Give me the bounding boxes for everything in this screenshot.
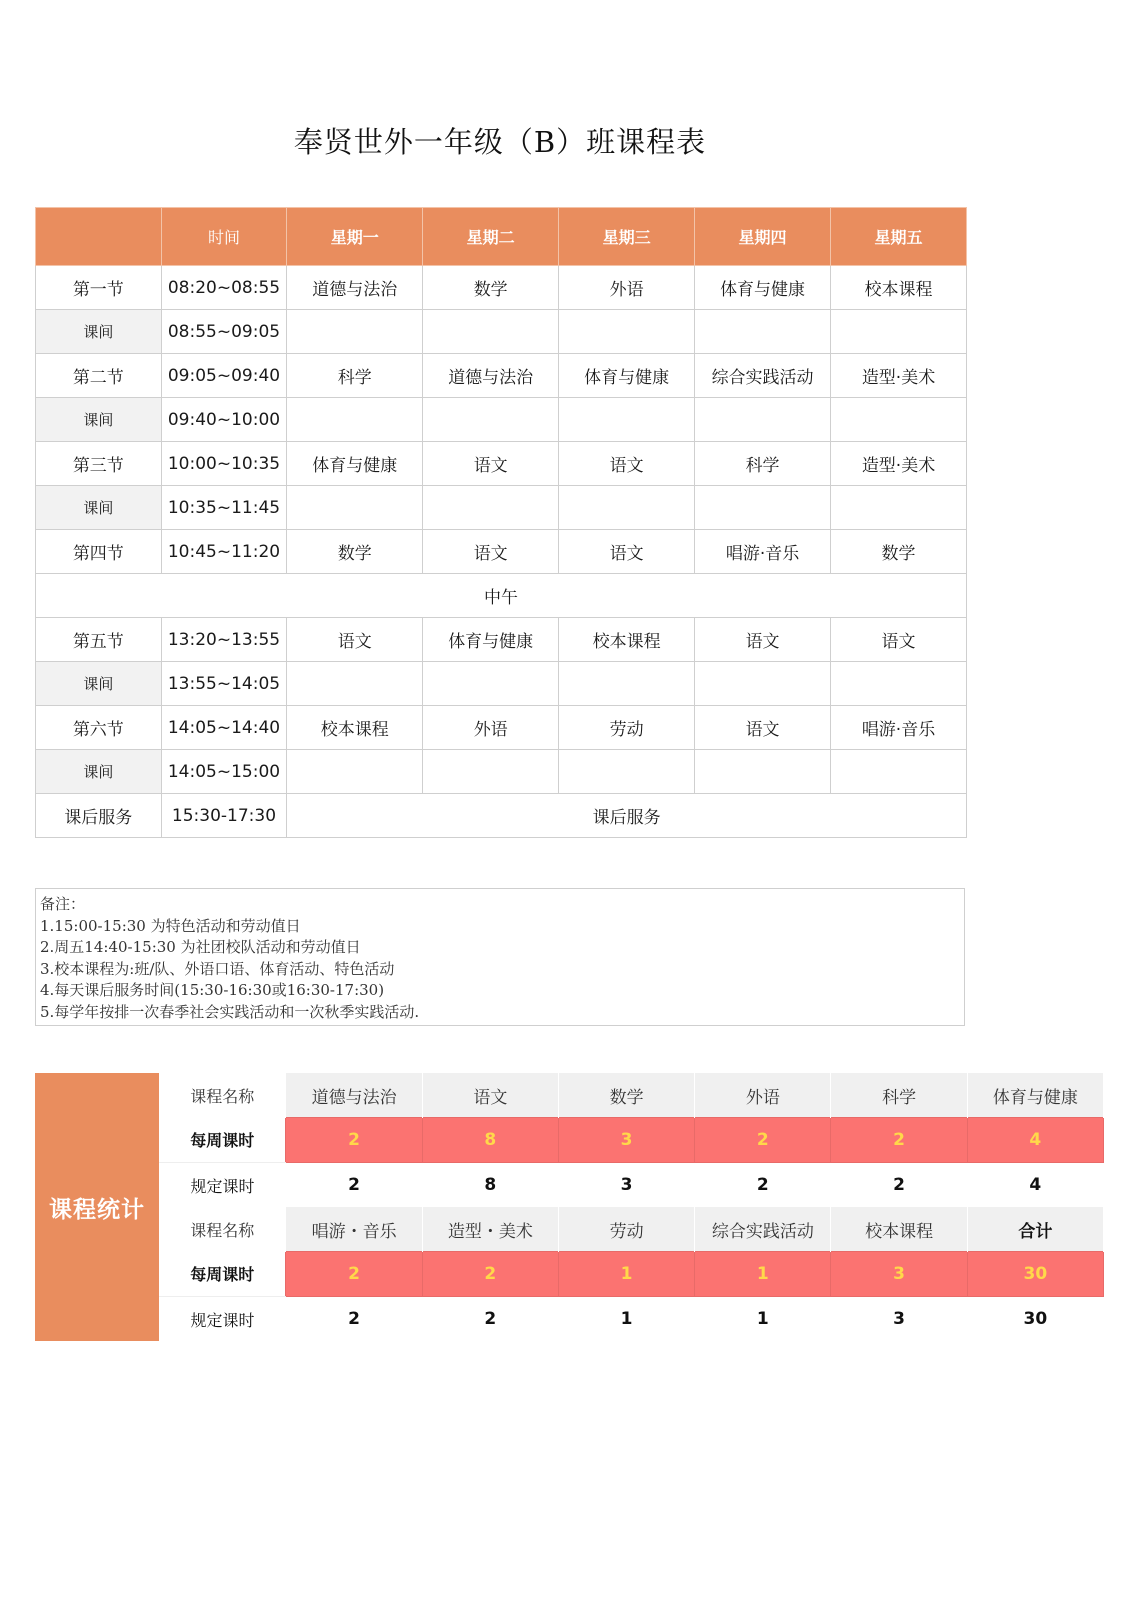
break-label: 课间 [36, 486, 162, 530]
header-thursday: 星期四 [695, 208, 831, 266]
stats-cell: 劳动 [558, 1207, 694, 1252]
subject-cell: 外语 [423, 706, 559, 750]
schedule-row-period [36, 354, 967, 398]
stats-row-label: 每周课时 [159, 1118, 286, 1163]
subject-cell [831, 486, 967, 530]
header-tuesday: 星期二 [423, 208, 559, 266]
stats-row-label: 规定课时 [159, 1297, 286, 1342]
time-cell: 08:55~09:05 [161, 310, 287, 354]
subject-cell: 语文 [831, 618, 967, 662]
stats-cell: 4 [967, 1163, 1103, 1208]
stats-cell: 2 [286, 1297, 422, 1342]
subject-cell [695, 750, 831, 794]
stats-cell: 科学 [831, 1073, 967, 1118]
stats-cell: 造型・美术 [422, 1207, 558, 1252]
time-cell: 15:30-17:30 [161, 794, 287, 838]
time-cell: 10:45~11:20 [161, 530, 287, 574]
schedule-row-period [36, 442, 967, 486]
stats-row-required [159, 1163, 1104, 1208]
stats-cell: 2 [286, 1252, 422, 1297]
page-title: 奉贤世外一年级（B）班课程表 [293, 125, 707, 159]
schedule-row-break [36, 310, 967, 354]
subject-cell: 道德与法治 [287, 266, 423, 310]
stats-table [159, 1073, 1104, 1341]
stats-cell: 综合实践活动 [695, 1207, 831, 1252]
period-label: 第四节 [36, 530, 162, 574]
stats-row-names [159, 1073, 1104, 1118]
stats-cell: 2 [286, 1163, 422, 1208]
stats-cell: 1 [558, 1252, 694, 1297]
schedule-header-row [36, 208, 967, 266]
subject-cell [559, 310, 695, 354]
period-label: 第五节 [36, 618, 162, 662]
header-wednesday: 星期三 [559, 208, 695, 266]
subject-cell: 语文 [559, 442, 695, 486]
stats-cell: 3 [558, 1163, 694, 1208]
stats-row-label: 课程名称 [159, 1207, 286, 1252]
subject-cell: 科学 [695, 442, 831, 486]
subject-cell: 唱游·音乐 [831, 706, 967, 750]
schedule-row-break [36, 486, 967, 530]
stats-cell: 1 [558, 1297, 694, 1342]
stats-cell: 30 [967, 1297, 1103, 1342]
subject-cell: 数学 [831, 530, 967, 574]
subject-cell: 造型·美术 [831, 442, 967, 486]
period-label: 第二节 [36, 354, 162, 398]
stats-row-weekly [159, 1118, 1104, 1163]
stats-cell: 3 [831, 1297, 967, 1342]
subject-cell [831, 662, 967, 706]
subject-cell [695, 310, 831, 354]
stats-cell: 8 [422, 1163, 558, 1208]
stats-cell: 体育与健康 [967, 1073, 1103, 1118]
subject-cell: 语文 [423, 530, 559, 574]
subject-cell [831, 310, 967, 354]
schedule-table [35, 207, 967, 838]
break-label: 课间 [36, 662, 162, 706]
subject-cell: 数学 [423, 266, 559, 310]
stats-cell: 合计 [967, 1207, 1103, 1252]
stats-cell: 语文 [422, 1073, 558, 1118]
stats-cell: 2 [422, 1252, 558, 1297]
time-cell: 14:05~15:00 [161, 750, 287, 794]
header-blank [36, 208, 162, 266]
subject-cell: 唱游·音乐 [695, 530, 831, 574]
subject-cell [559, 486, 695, 530]
subject-cell [287, 750, 423, 794]
stats-cell: 3 [558, 1118, 694, 1163]
subject-cell [423, 662, 559, 706]
stats-cell: 2 [831, 1163, 967, 1208]
stats-cell: 校本课程 [831, 1207, 967, 1252]
stats-cell: 2 [286, 1118, 422, 1163]
stats-side-label: 课程统计 [35, 1073, 159, 1341]
time-cell: 09:05~09:40 [161, 354, 287, 398]
subject-cell [559, 662, 695, 706]
subject-cell: 综合实践活动 [695, 354, 831, 398]
time-cell: 09:40~10:00 [161, 398, 287, 442]
schedule-row-period [36, 266, 967, 310]
subject-cell: 数学 [287, 530, 423, 574]
period-label: 第三节 [36, 442, 162, 486]
schedule-row-break [36, 662, 967, 706]
stats-cell: 唱游・音乐 [286, 1207, 422, 1252]
stats-row-required [159, 1297, 1104, 1342]
subject-cell [423, 486, 559, 530]
subject-cell: 语文 [559, 530, 695, 574]
time-cell: 10:00~10:35 [161, 442, 287, 486]
subject-cell [695, 398, 831, 442]
schedule-row-break [36, 398, 967, 442]
note-line: 2.周五14:40-15:30 为社团校队活动和劳动值日 [40, 938, 361, 956]
subject-cell [831, 750, 967, 794]
stats-cell: 2 [695, 1118, 831, 1163]
header-monday: 星期一 [287, 208, 423, 266]
subject-cell: 校本课程 [287, 706, 423, 750]
subject-cell: 造型·美术 [831, 354, 967, 398]
header-friday: 星期五 [831, 208, 967, 266]
period-label: 第一节 [36, 266, 162, 310]
schedule-row-noon [36, 574, 967, 618]
subject-cell: 体育与健康 [423, 618, 559, 662]
subject-cell [559, 750, 695, 794]
notes-box [35, 888, 965, 1026]
subject-cell: 外语 [559, 266, 695, 310]
header-time: 时间 [161, 208, 287, 266]
break-label: 课间 [36, 750, 162, 794]
stats-cell: 2 [422, 1297, 558, 1342]
note-line: 1.15:00-15:30 为特色活动和劳动值日 [40, 916, 301, 935]
subject-cell [287, 662, 423, 706]
time-cell: 14:05~14:40 [161, 706, 287, 750]
stats-cell: 道德与法治 [286, 1073, 422, 1118]
subject-cell: 科学 [287, 354, 423, 398]
subject-cell [695, 486, 831, 530]
stats-cell: 2 [695, 1163, 831, 1208]
after-school-cell: 课后服务 [287, 794, 967, 838]
subject-cell [695, 662, 831, 706]
time-cell: 08:20~08:55 [161, 266, 287, 310]
subject-cell [423, 398, 559, 442]
schedule-row-break [36, 750, 967, 794]
subject-cell: 体育与健康 [559, 354, 695, 398]
stats-cell: 数学 [558, 1073, 694, 1118]
period-label: 课后服务 [36, 794, 162, 838]
subject-cell: 校本课程 [559, 618, 695, 662]
subject-cell: 语文 [695, 618, 831, 662]
schedule-row-after [36, 794, 967, 838]
schedule-row-period [36, 618, 967, 662]
subject-cell: 劳动 [559, 706, 695, 750]
stats-cell: 4 [967, 1118, 1103, 1163]
subject-cell [287, 310, 423, 354]
notes-heading: 备注： [40, 895, 86, 913]
time-cell: 10:35~11:45 [161, 486, 287, 530]
stats-cell: 外语 [695, 1073, 831, 1118]
noon-cell: 中午 [36, 574, 967, 618]
schedule-row-period [36, 530, 967, 574]
subject-cell: 语文 [695, 706, 831, 750]
stats-cell: 1 [695, 1252, 831, 1297]
subject-cell [423, 750, 559, 794]
stats-row-weekly [159, 1252, 1104, 1297]
subject-cell [287, 486, 423, 530]
stats-row-names [159, 1207, 1104, 1252]
stats-cell: 2 [831, 1118, 967, 1163]
subject-cell [831, 398, 967, 442]
stats-cell: 30 [967, 1252, 1103, 1297]
break-label: 课间 [36, 310, 162, 354]
schedule-row-period [36, 706, 967, 750]
stats-cell: 3 [831, 1252, 967, 1297]
stats-cell: 8 [422, 1118, 558, 1163]
subject-cell: 道德与法治 [423, 354, 559, 398]
time-cell: 13:20~13:55 [161, 618, 287, 662]
subject-cell [559, 398, 695, 442]
note-line: 5.每学年按排一次春季社会实践活动和一次秋季实践活动. [40, 1002, 420, 1021]
subject-cell: 校本课程 [831, 266, 967, 310]
period-label: 第六节 [36, 706, 162, 750]
stats-cell: 1 [695, 1297, 831, 1342]
subject-cell: 语文 [287, 618, 423, 662]
subject-cell [287, 398, 423, 442]
subject-cell: 语文 [423, 442, 559, 486]
time-cell: 13:55~14:05 [161, 662, 287, 706]
subject-cell: 体育与健康 [695, 266, 831, 310]
note-line: 4.每天课后服务时间(15:30-16:30或16:30-17:30) [40, 981, 385, 999]
subject-cell [423, 310, 559, 354]
note-line: 3.校本课程为:班/队、外语口语、体育活动、特色活动 [40, 959, 395, 978]
stats-row-label: 课程名称 [159, 1073, 286, 1118]
stats-row-label: 规定课时 [159, 1163, 286, 1208]
subject-cell: 体育与健康 [287, 442, 423, 486]
break-label: 课间 [36, 398, 162, 442]
stats-row-label: 每周课时 [159, 1252, 286, 1297]
